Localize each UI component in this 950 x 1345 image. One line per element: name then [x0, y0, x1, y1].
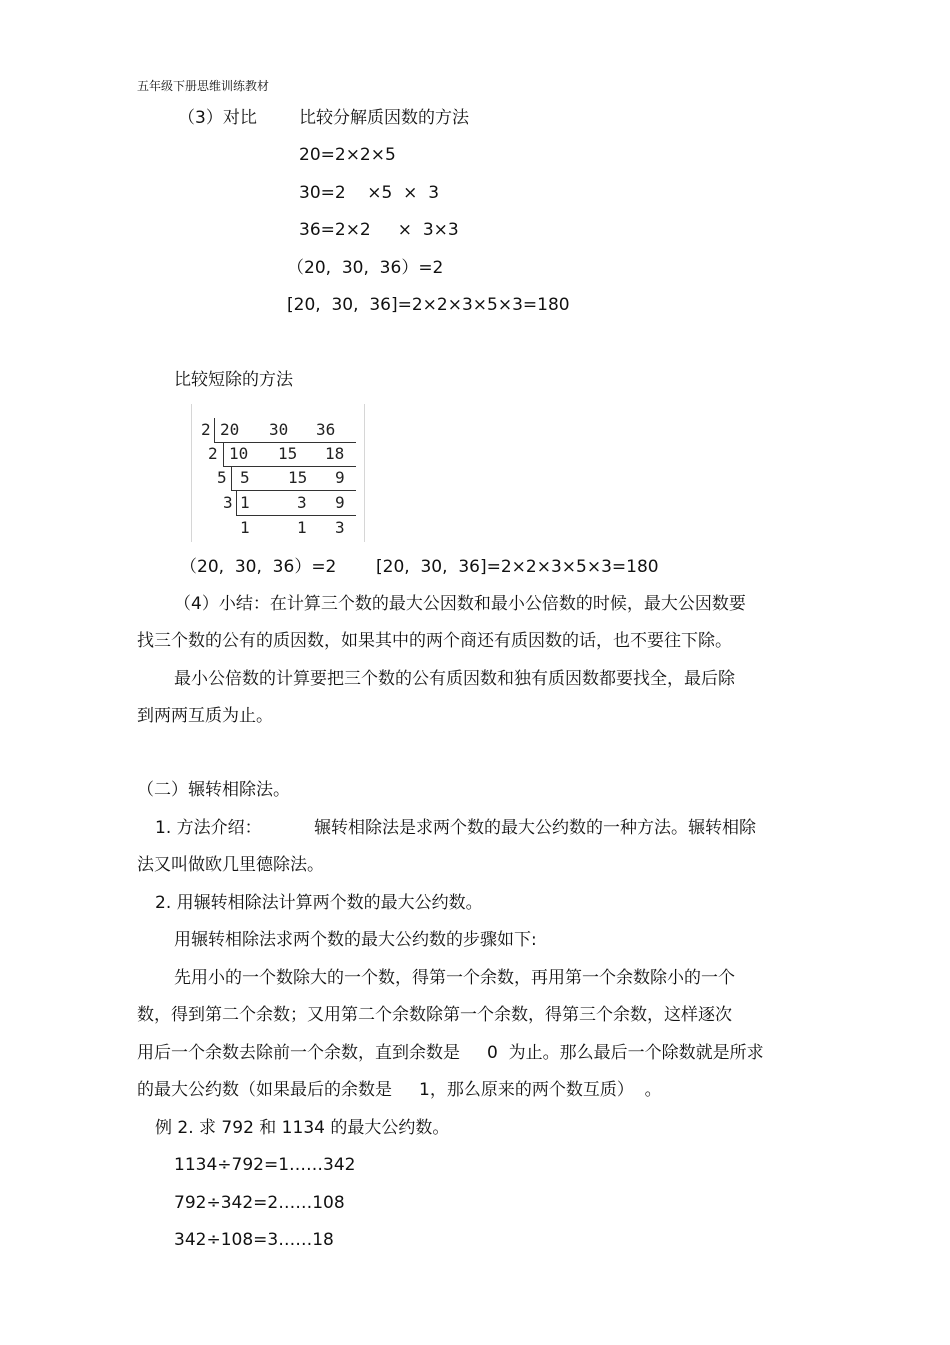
summary-line: （4）小结：在计算三个数的最大公因数和最小公倍数的时候，最大公因数要 — [174, 594, 746, 614]
method-title: 比较分解质因数的方法 — [299, 108, 469, 128]
example-title: 例 2. 求 792 和 1134 的最大公约数。 — [155, 1118, 450, 1138]
short-division-gcd: （20, 30, 36）=2 — [180, 557, 337, 577]
gcd-line: （20, 30, 36）=2 — [287, 258, 444, 278]
calc-line: 342÷108=3……18 — [174, 1230, 334, 1250]
factor-line-30: 30=2 ×5 × 3 — [299, 183, 440, 203]
divisor: 5 — [217, 468, 227, 487]
step2-title: 2. 用辗转相除法计算两个数的最大公约数。 — [155, 893, 483, 913]
calc-line: 1134÷792=1……342 — [174, 1155, 356, 1175]
cell: 1 — [297, 518, 307, 537]
cell: 5 — [240, 468, 250, 487]
steps-title: 用辗转相除法求两个数的最大公约数的步骤如下: — [174, 930, 537, 950]
cell: 36 — [316, 420, 336, 439]
cell: 15 — [278, 444, 298, 463]
cell: 15 — [288, 468, 308, 487]
desc-line: 的最大公约数（如果最后的余数是 1，那么原来的两个数互质） 。 — [137, 1080, 662, 1100]
lcm-line: [20, 30, 36]=2×2×3×5×3=180 — [287, 295, 570, 315]
factor-line-36: 36=2×2 × 3×3 — [299, 220, 459, 240]
cell: 3 — [297, 493, 307, 512]
cell: 20 — [220, 420, 240, 439]
factor-line-20: 20=2×2×5 — [299, 145, 396, 165]
intro-text: 辗转相除法是求两个数的最大公约数的一种方法。辗转相除 — [314, 818, 756, 838]
short-division-figure — [191, 404, 365, 542]
intro-cont: 法又叫做欧几里德除法。 — [137, 855, 324, 875]
cell: 9 — [335, 468, 345, 487]
divisor: 2 — [208, 444, 218, 463]
cell: 18 — [325, 444, 345, 463]
desc-line: 用后一个余数去除前一个余数，直到余数是 0 为止。那么最后一个除数就是所求 — [137, 1043, 764, 1063]
cell: 3 — [335, 518, 345, 537]
cell: 30 — [269, 420, 289, 439]
euclid-heading: （二）辗转相除法。 — [137, 780, 290, 800]
section3-label: （3）对比 — [178, 108, 257, 128]
page-header: 五年级下册思维训练教材 — [137, 79, 270, 93]
cell: 1 — [240, 518, 250, 537]
cell: 1 — [240, 493, 250, 512]
desc-line: 数，得到第二个余数；又用第二个余数除第一个余数，得第三个余数，这样逐次 — [137, 1005, 732, 1025]
short-division-title: 比较短除的方法 — [174, 370, 293, 390]
cell: 9 — [335, 493, 345, 512]
short-division-lcm: [20, 30, 36]=2×2×3×5×3=180 — [376, 557, 659, 577]
intro-label: 1. 方法介绍： — [155, 818, 262, 838]
summary-line: 最小公倍数的计算要把三个数的公有质因数和独有质因数都要找全，最后除 — [174, 669, 735, 689]
divisor: 3 — [223, 493, 233, 512]
desc-line: 先用小的一个数除大的一个数，得第一个余数，再用第一个余数除小的一个 — [174, 968, 735, 988]
summary-line: 找三个数的公有的质因数，如果其中的两个商还有质因数的话，也不要往下除。 — [137, 631, 732, 651]
calc-line: 792÷342=2……108 — [174, 1193, 345, 1213]
divisor: 2 — [201, 420, 211, 439]
summary-line: 到两两互质为止。 — [137, 706, 273, 726]
cell: 10 — [229, 444, 249, 463]
